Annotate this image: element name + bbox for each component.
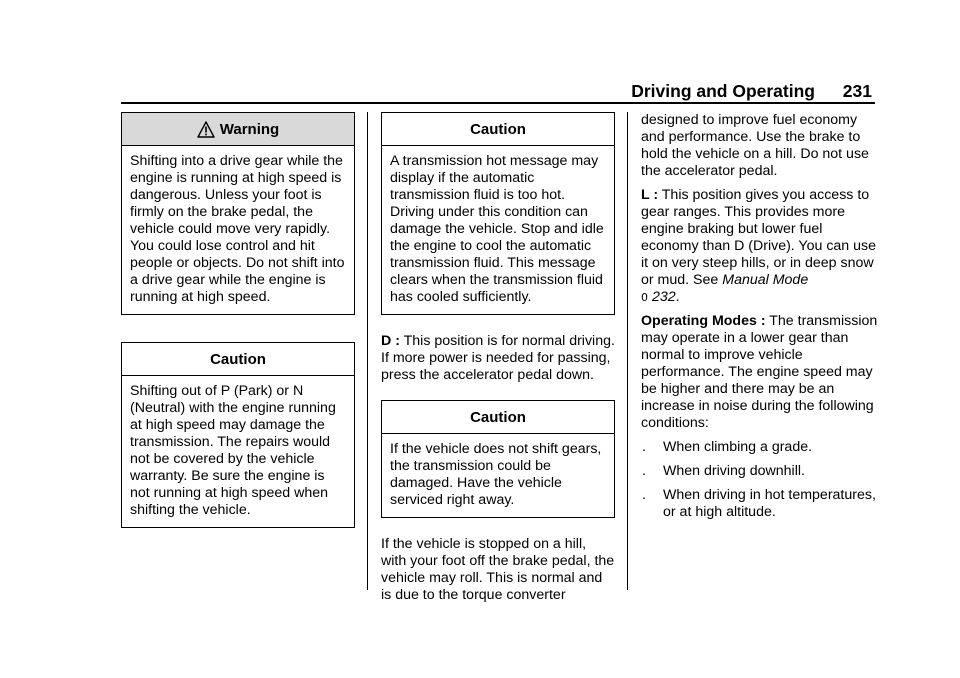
low-text: This position gives you access to gear ranges. This provides more engine braking but lower fuel economy than D (Drive). You can use it on very steep hills, or in deep snow or mud. See bbox=[641, 187, 877, 288]
caution-text: If the vehicle does not shift gears, the transmission could be damaged. Have the vehicle serviced right away. bbox=[390, 441, 602, 508]
caution-header bbox=[122, 343, 354, 376]
bullet-text: When driving downhill. bbox=[663, 463, 805, 479]
caution-title: Caution bbox=[470, 120, 526, 138]
manual-mode-link[interactable]: Manual Mode bbox=[722, 272, 809, 288]
bullet-mark: . bbox=[642, 487, 646, 503]
warning-title: Warning bbox=[219, 120, 280, 138]
warning-body bbox=[122, 146, 354, 314]
caution-box-1 bbox=[121, 342, 355, 528]
drive-paragraph bbox=[381, 333, 615, 384]
low-label: L : bbox=[641, 187, 659, 203]
bullet-text: When driving in hot temperatures, or at high altitude. bbox=[663, 487, 876, 520]
bullet-mark: . bbox=[642, 439, 646, 455]
column-divider-1 bbox=[367, 112, 368, 590]
operating-modes-text: The transmission may operate in a lower gear than normal to improve vehicle performance. The engine speed may be higher and there may be an increase in noise during the following conditions: bbox=[641, 313, 878, 431]
bullet-text: When climbing a grade. bbox=[663, 439, 813, 455]
warning-box bbox=[121, 112, 355, 315]
caution-box-3 bbox=[381, 400, 615, 518]
section-title: Driving and Operating bbox=[631, 81, 815, 101]
page-reference[interactable]: 232 bbox=[651, 289, 676, 305]
drive-text: This position is for normal driving. If more power is needed for passing, press the accelerator pedal down. bbox=[381, 333, 615, 383]
column-1 bbox=[121, 112, 355, 528]
header-rule bbox=[121, 102, 875, 104]
caution-body bbox=[382, 146, 614, 314]
operating-modes-label: Operating Modes : bbox=[641, 313, 766, 329]
page-header bbox=[0, 0, 960, 110]
caution-header bbox=[382, 113, 614, 146]
operating-modes-paragraph bbox=[641, 313, 879, 432]
caution-box-2 bbox=[381, 112, 615, 315]
caution-title: Caution bbox=[470, 408, 526, 426]
page-number: 231 bbox=[842, 81, 872, 101]
bullet-mark: . bbox=[642, 463, 646, 479]
drive-label: D : bbox=[381, 333, 400, 349]
list-item bbox=[641, 439, 879, 456]
caution-body bbox=[122, 376, 354, 527]
caution-header bbox=[382, 401, 614, 434]
low-paragraph bbox=[641, 187, 879, 306]
warning-text: Shifting into a drive gear while the engine is running at high speed is dangerous. Unless your foot is firmly on the brake pedal, the vehicle could move very rapidly. You could lose control and hit people or objects. Do not shift into a drive gear while the engine is running at high speed. bbox=[130, 153, 345, 305]
period: . bbox=[675, 289, 680, 305]
caution-body bbox=[382, 434, 614, 517]
column-3 bbox=[641, 112, 879, 521]
warning-header bbox=[122, 113, 354, 146]
warning-triangle-icon bbox=[197, 121, 215, 138]
list-item bbox=[641, 463, 879, 480]
column-2 bbox=[381, 112, 615, 604]
caution-text: A transmission hot message may display if the automatic transmission fluid is too hot. Driving under this condition can damage the vehicle. Stop and idle the engine to cool the automatic transmission fluid. This message clears when the transmission fluid has cooled sufficiently. bbox=[390, 153, 604, 305]
list-item bbox=[641, 487, 879, 521]
column-divider-2 bbox=[627, 112, 628, 590]
hill-paragraph: If the vehicle is stopped on a hill, with your foot off the brake pedal, the vehicle may roll. This is normal and is due to the torque converter bbox=[381, 536, 615, 603]
caution-text: Shifting out of P (Park) or N (Neutral) with the engine running at high speed may damage the transmission. The repairs would not be covered by the vehicle warranty. Be sure the engine is not running at high speed when shifting the vehicle. bbox=[130, 383, 336, 518]
caution-title: Caution bbox=[210, 350, 266, 368]
continued-paragraph: designed to improve fuel economy and performance. Use the brake to hold the vehicle on a hill. Do not use the accelerator pedal. bbox=[641, 112, 869, 179]
page-reference-icon: 0 bbox=[641, 291, 648, 304]
